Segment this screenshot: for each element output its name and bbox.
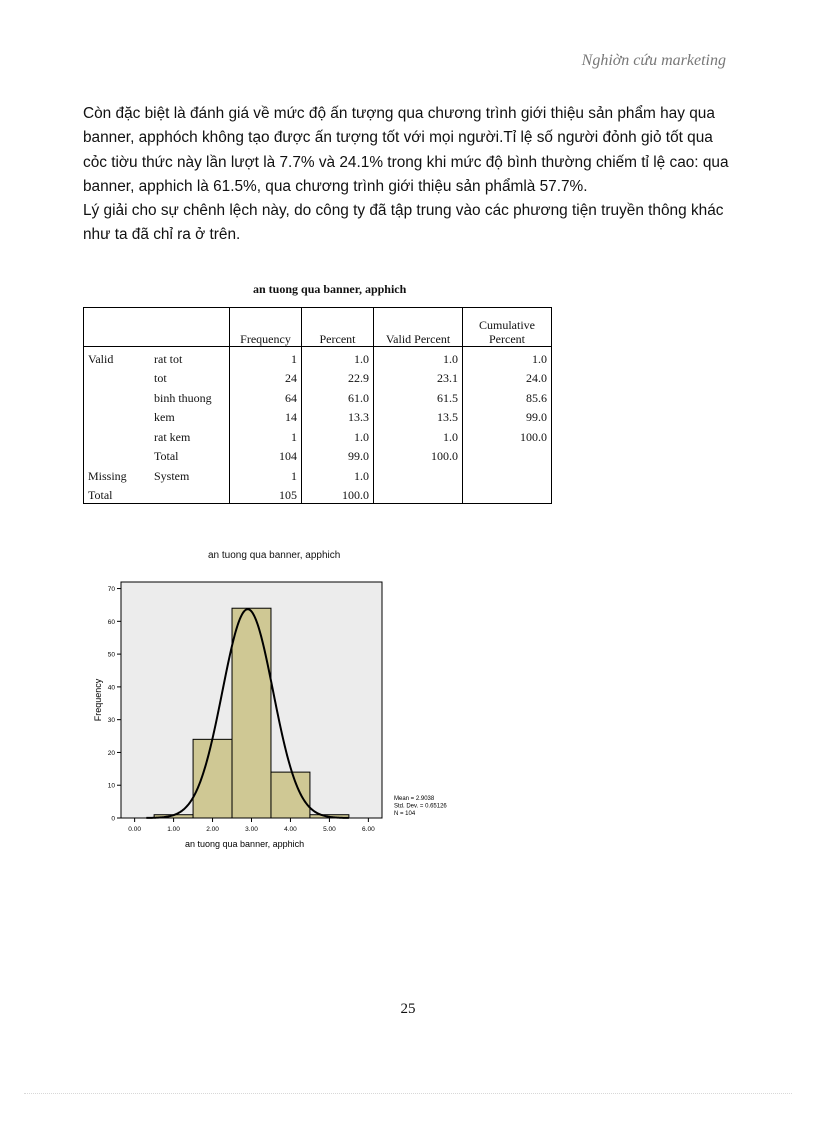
x-tick-label: 3.00 bbox=[245, 826, 258, 833]
y-tick-label: 0 bbox=[111, 815, 115, 823]
cell-cum: 85.6 bbox=[463, 386, 552, 406]
table-row bbox=[84, 347, 552, 367]
y-tick-label: 50 bbox=[107, 651, 115, 659]
cell-valid: 13.5 bbox=[374, 406, 463, 426]
cell-valid: 100.0 bbox=[374, 445, 463, 465]
cell-freq: 1 bbox=[230, 464, 302, 484]
y-tick-label: 10 bbox=[107, 782, 115, 790]
cell-valid bbox=[374, 464, 463, 484]
cell-pct: 1.0 bbox=[302, 464, 374, 484]
y-tick-label: 60 bbox=[107, 618, 115, 626]
cell-pct: 61.0 bbox=[302, 386, 374, 406]
cell-group: Total bbox=[84, 484, 151, 504]
x-axis-label: an tuong qua banner, apphich bbox=[185, 839, 305, 849]
header-blank bbox=[84, 308, 230, 347]
paragraph-1: Còn đặc biệt là đánh giá về mức độ ấn tượng qua chương trình giới thiệu sản phẩm hay qua banner, apphóch không tạo được ấn tượng tốt với mọi người.Tỉ lệ số người đỏnh giỏ tốt qua cỏc tiờu thức này lần lượt là 7.7% và 24.1% trong khi mức độ bình thường chiếm tỉ lệ cao: qua banner, apphich là 61.5%, qua chương trình giới thiệu sản phẩmlà 57.7%. bbox=[83, 105, 729, 195]
table-title: an tuong qua banner, apphich bbox=[253, 282, 407, 296]
cell-cum bbox=[463, 484, 552, 504]
histogram-bar bbox=[193, 739, 232, 818]
cell-group bbox=[84, 425, 151, 445]
table-body bbox=[84, 347, 552, 504]
cell-group bbox=[84, 367, 151, 387]
y-tick-label: 40 bbox=[107, 684, 115, 692]
cell-cum: 100.0 bbox=[463, 425, 552, 445]
cell-label: kem bbox=[150, 406, 230, 426]
x-tick-label: 5.00 bbox=[323, 826, 336, 833]
cell-label: rat tot bbox=[150, 347, 230, 367]
header-frequency: Frequency bbox=[230, 308, 302, 347]
cell-label: binh thuong bbox=[150, 386, 230, 406]
cell-group bbox=[84, 406, 151, 426]
header-percent: Percent bbox=[302, 308, 374, 347]
cell-group bbox=[84, 445, 151, 465]
table-row bbox=[84, 464, 552, 484]
x-tick-label: 0.00 bbox=[128, 826, 141, 833]
cell-cum: 99.0 bbox=[463, 406, 552, 426]
cell-label bbox=[150, 484, 230, 504]
table-row bbox=[84, 425, 552, 445]
histogram-bar bbox=[271, 772, 310, 818]
cell-pct: 1.0 bbox=[302, 425, 374, 445]
running-header: Nghiờn cứu marketing bbox=[581, 52, 726, 69]
cell-cum: 24.0 bbox=[463, 367, 552, 387]
cell-valid: 1.0 bbox=[374, 425, 463, 445]
x-tick-label: 4.00 bbox=[284, 826, 297, 833]
cell-label: Total bbox=[150, 445, 230, 465]
cell-freq: 1 bbox=[230, 425, 302, 445]
x-tick-label: 2.00 bbox=[206, 826, 219, 833]
chart-title: an tuong qua banner, apphich bbox=[208, 550, 341, 561]
cell-label: tot bbox=[150, 367, 230, 387]
cell-pct: 22.9 bbox=[302, 367, 374, 387]
table-row bbox=[84, 484, 552, 504]
cell-pct: 1.0 bbox=[302, 347, 374, 367]
page-number: 25 bbox=[400, 1001, 416, 1017]
histogram-chart bbox=[80, 572, 480, 857]
cell-cum bbox=[463, 464, 552, 484]
stats-label: Std. Dev. = 0.65126 bbox=[394, 803, 447, 810]
stats-label: N = 104 bbox=[394, 811, 416, 817]
footer-divider bbox=[24, 1093, 792, 1094]
cell-group: Missing bbox=[84, 464, 151, 484]
cell-freq: 64 bbox=[230, 386, 302, 406]
cell-freq: 1 bbox=[230, 347, 302, 367]
cell-freq: 24 bbox=[230, 367, 302, 387]
body-text bbox=[83, 102, 733, 248]
table-row bbox=[84, 367, 552, 387]
x-tick-label: 1.00 bbox=[167, 826, 180, 833]
cell-label: rat kem bbox=[150, 425, 230, 445]
x-tick-label: 6.00 bbox=[362, 826, 375, 833]
frequency-table bbox=[83, 307, 552, 504]
cell-freq: 104 bbox=[230, 445, 302, 465]
table-row bbox=[84, 445, 552, 465]
paragraph-2: Lý giải cho sự chênh lệch này, do công ty đã tập trung vào các phương tiện truyền thông khác như ta đã chỉ ra ở trên. bbox=[83, 202, 724, 244]
cell-cum: 1.0 bbox=[463, 347, 552, 367]
histogram-bar bbox=[232, 608, 271, 818]
table-row bbox=[84, 406, 552, 426]
cell-group: Valid bbox=[84, 347, 151, 367]
cell-freq: 14 bbox=[230, 406, 302, 426]
header-valid-percent: Valid Percent bbox=[374, 308, 463, 347]
cell-valid: 1.0 bbox=[374, 347, 463, 367]
cell-valid bbox=[374, 484, 463, 504]
cell-label: System bbox=[150, 464, 230, 484]
cell-group bbox=[84, 386, 151, 406]
y-tick-label: 70 bbox=[107, 586, 115, 594]
cell-cum bbox=[463, 445, 552, 465]
cell-valid: 61.5 bbox=[374, 386, 463, 406]
table-header-row bbox=[84, 308, 552, 347]
cell-pct: 13.3 bbox=[302, 406, 374, 426]
cell-valid: 23.1 bbox=[374, 367, 463, 387]
table-row bbox=[84, 386, 552, 406]
cell-freq: 105 bbox=[230, 484, 302, 504]
y-axis-label: Frequency bbox=[93, 678, 103, 722]
stats-label: Mean = 2.9038 bbox=[394, 796, 435, 802]
y-tick-label: 20 bbox=[107, 749, 115, 757]
y-tick-label: 30 bbox=[107, 717, 115, 725]
cell-pct: 100.0 bbox=[302, 484, 374, 504]
header-cumulative-percent: Cumulative Percent bbox=[463, 308, 552, 347]
cell-pct: 99.0 bbox=[302, 445, 374, 465]
